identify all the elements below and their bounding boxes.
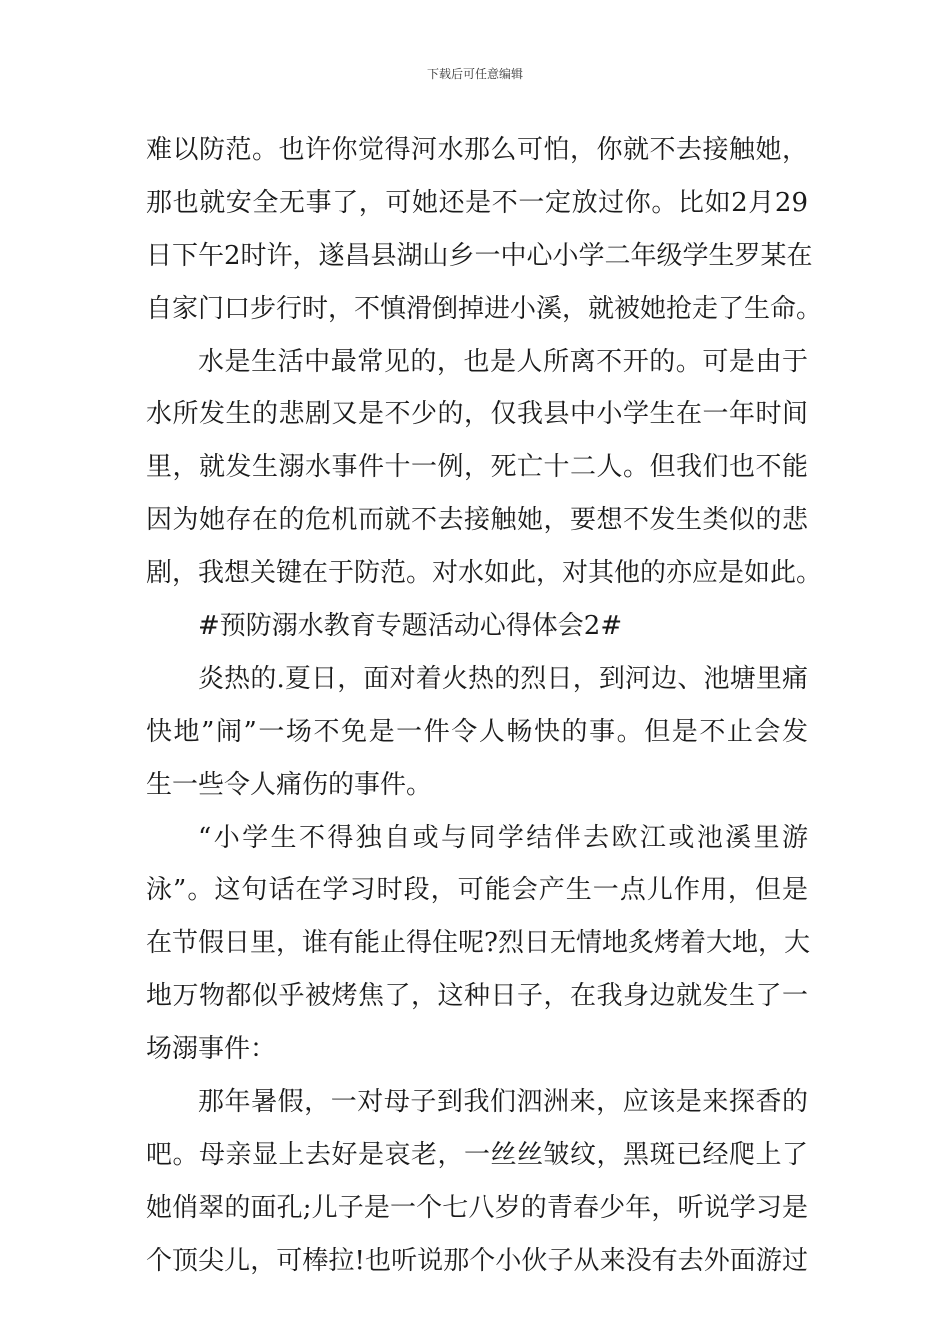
paragraph-4: [146, 812, 808, 1076]
page-header: 下载后可任意编辑: [426, 67, 523, 81]
text-line: 场溺事件：: [146, 1034, 277, 1065]
paragraph-3: [146, 653, 808, 812]
text-line: 泳”。这句话在学习时段，可能会产生一点儿作用，但是: [146, 875, 808, 906]
text-line: 水所发生的悲剧又是不少的，仅我县中小学生在一年时间: [146, 399, 808, 430]
heading-line: #预防溺水教育专题活动心得体会2#: [198, 611, 623, 642]
text-line: 日下午2时许，遂昌县湖山乡一中心小学二年级学生罗某在: [146, 240, 813, 271]
text-line: 那也就安全无事了，可她还是不一定放过你。比如2月29: [146, 187, 808, 218]
text-line: 她俏翠的面孔;儿子是一个七八岁的青春少年，听说学习是: [146, 1192, 808, 1223]
paragraph-1: [146, 124, 823, 336]
text-line: 炎热的.夏日，面对着火热的烈日，到河边、池塘里痛: [198, 663, 808, 694]
section-heading: [146, 600, 808, 653]
text-line: 自家门口步行时，不慎滑倒掉进小溪，就被她抢走了生命。: [146, 293, 823, 324]
text-line: 水是生活中最常见的，也是人所离不开的。可是由于: [198, 346, 808, 377]
text-line: 在节假日里，谁有能止得住呢?烈日无情地炙烤着大地，大: [146, 928, 810, 959]
text-line: 个顶尖儿，可棒拉!也听说那个小伙子从来没有去外面游过: [146, 1245, 808, 1276]
text-line: 地万物都似乎被烤焦了，这种日子，在我身边就发生了一: [146, 981, 808, 1012]
text-line: 剧，我想关键在于防范。对水如此，对其他的亦应是如此。: [146, 558, 823, 589]
text-line: 快地”闹”一场不免是一件令人畅快的事。但是不止会发: [146, 716, 808, 747]
paragraph-2: [146, 336, 823, 600]
text-line: 难以防范。也许你觉得河水那么可怕，你就不去接触她，: [146, 135, 808, 165]
text-line: 那年暑假，一对母子到我们泗洲来，应该是来探香的: [198, 1087, 808, 1118]
document-body: [146, 124, 823, 1288]
text-line: “小学生不得独自或与同学结伴去欧江或池溪里游: [198, 822, 808, 853]
text-line: 吧。母亲显上去好是哀老，一丝丝皱纹，黑斑已经爬上了: [146, 1139, 808, 1170]
text-line: 里，就发生溺水事件十一例，死亡十二人。但我们也不能: [146, 452, 808, 483]
text-line: 生一些令人痛伤的事件。: [146, 769, 433, 800]
paragraph-5: [146, 1076, 808, 1288]
text-line: 因为她存在的危机而就不去接触她，要想不发生类似的悲: [146, 505, 808, 536]
